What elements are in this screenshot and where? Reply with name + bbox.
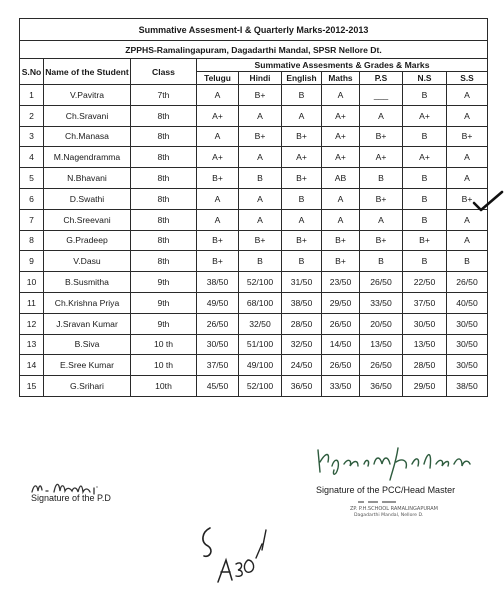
class-cell: 9th [131,272,197,293]
grade-cell: B+ [360,230,403,251]
grade-cell: A [239,147,282,168]
grade-cell: A [322,85,360,106]
class-cell: 8th [131,230,197,251]
class-cell: 9th [131,292,197,313]
grade-cell: A [239,209,282,230]
grade-cell: 26/50 [447,272,488,293]
grade-cell: 30/50 [447,313,488,334]
grade-cell: 49/100 [239,355,282,376]
student-name-cell: N.Bhavani [44,168,131,189]
grade-cell: A [282,105,322,126]
document-title: Summative Assesment-I & Quarterly Marks-2012-2013 [20,19,488,41]
svg-text:Dagadarthi Mandal, Nellore D.: Dagadarthi Mandal, Nellore D. [354,513,424,518]
grade-cell: 13/50 [360,334,403,355]
subject-header: English [282,72,322,85]
grade-cell: A [197,126,239,147]
grade-cell: B+ [360,188,403,209]
grade-cell: 30/50 [197,334,239,355]
subject-header: S.S [447,72,488,85]
grade-cell: B [282,251,322,272]
serial-number-cell: 12 [20,313,44,334]
grade-cell: 23/50 [322,272,360,293]
table-row [20,188,488,209]
grade-cell: B [403,188,447,209]
grade-cell: 40/50 [447,292,488,313]
student-name-cell: V.Dasu [44,251,131,272]
grade-cell: 20/50 [360,313,403,334]
table-row [20,105,488,126]
table-row [20,147,488,168]
grade-cell: A [360,209,403,230]
serial-number-cell: 1 [20,85,44,106]
grade-cell: 52/100 [239,272,282,293]
grade-cell: 29/50 [403,376,447,397]
serial-number-cell: 13 [20,334,44,355]
svg-text:ZP. P.H.SCHOOL RAMALINGAPURAM: ZP. P.H.SCHOOL RAMALINGAPURAM [350,506,439,512]
subject-header: Hindi [239,72,282,85]
initials-handwriting [196,520,276,590]
header-group: Summative Assesments & Grades & Marks [197,59,488,72]
grade-cell: 26/50 [360,272,403,293]
grade-cell: 28/50 [403,355,447,376]
class-cell: 8th [131,188,197,209]
grade-cell: 26/50 [360,355,403,376]
subject-header: Maths [322,72,360,85]
grade-cell: 31/50 [282,272,322,293]
student-name-cell: D.Swathi [44,188,131,209]
school-name: ZPPHS-Ramalingapuram, Dagadarthi Mandal, SPSR Nellore Dt. [20,41,488,59]
student-name-cell: J.Sravan Kumar [44,313,131,334]
table-row [20,85,488,106]
student-name-cell: Ch.Sreevani [44,209,131,230]
grade-cell: A+ [197,105,239,126]
grade-cell: B [282,188,322,209]
grade-cell: B [239,251,282,272]
student-name-cell: V.Pavitra [44,85,131,106]
grade-cell: A [360,105,403,126]
grade-cell: 24/50 [282,355,322,376]
grade-cell: 30/50 [447,355,488,376]
grade-cell: B+ [322,230,360,251]
class-cell: 10th [131,376,197,397]
grade-cell: A [282,209,322,230]
grade-cell: 26/50 [322,355,360,376]
class-cell: 8th [131,147,197,168]
serial-number-cell: 6 [20,188,44,209]
grade-cell: 30/50 [403,313,447,334]
grade-cell: B+ [403,230,447,251]
grade-cell: B+ [197,230,239,251]
grade-cell: B+ [360,126,403,147]
grade-cell: 14/50 [322,334,360,355]
grade-cell: A [447,168,488,189]
grade-cell: ___ [360,85,403,106]
grade-cell: 28/50 [282,313,322,334]
grade-cell: A+ [282,147,322,168]
table-row [20,230,488,251]
grade-cell: A [447,85,488,106]
table-row [20,209,488,230]
grade-cell: B [403,168,447,189]
grade-cell: 37/50 [403,292,447,313]
grade-cell: 32/50 [282,334,322,355]
grade-cell: 49/50 [197,292,239,313]
grade-cell: A+ [403,147,447,168]
table-row [20,251,488,272]
table-row [20,376,488,397]
grade-cell: 33/50 [360,292,403,313]
grade-cell: A [197,85,239,106]
student-name-cell: B.Siva [44,334,131,355]
table-row [20,126,488,147]
grade-cell: B+ [322,251,360,272]
class-cell: 8th [131,105,197,126]
grade-cell: A [447,230,488,251]
grade-cell: 68/100 [239,292,282,313]
subject-header: P.S [360,72,403,85]
grade-cell: 38/50 [447,376,488,397]
student-name-cell: G.Pradeep [44,230,131,251]
serial-number-cell: 14 [20,355,44,376]
grade-cell: B+ [239,85,282,106]
student-name-cell: Ch.Sravani [44,105,131,126]
grade-cell: 36/50 [360,376,403,397]
grade-cell: B+ [239,230,282,251]
table-row [20,292,488,313]
serial-number-cell: 4 [20,147,44,168]
grade-cell: 51/100 [239,334,282,355]
serial-number-cell: 5 [20,168,44,189]
serial-number-cell: 3 [20,126,44,147]
grade-cell: B [360,168,403,189]
student-name-cell: Ch.Manasa [44,126,131,147]
class-cell: 10 th [131,334,197,355]
header-sno: S.No [20,59,44,85]
grade-cell: B+ [197,251,239,272]
grade-cell: 29/50 [322,292,360,313]
grade-cell: A [197,209,239,230]
table-row [20,168,488,189]
serial-number-cell: 11 [20,292,44,313]
subject-header: N.S [403,72,447,85]
student-name-cell: M.Nagendramma [44,147,131,168]
serial-number-cell: 10 [20,272,44,293]
grade-cell: B [239,168,282,189]
marks-table-body [20,85,488,397]
grade-cell: B+ [282,230,322,251]
grade-cell: AB [322,168,360,189]
class-cell: 8th [131,126,197,147]
grade-cell: 37/50 [197,355,239,376]
serial-number-cell: 15 [20,376,44,397]
class-cell: 10 th [131,355,197,376]
header-name: Name of the Student [44,59,131,85]
grade-cell: A [322,188,360,209]
table-row [20,272,488,293]
student-name-cell: Ch.Krishna Priya [44,292,131,313]
grade-cell: A [447,209,488,230]
student-name-cell: G.Srihari [44,376,131,397]
grade-cell: B+ [447,126,488,147]
grade-cell: B+ [447,188,488,209]
hm-signature-label: Signature of the PCC/Head Master [316,485,456,495]
grade-cell: B [360,251,403,272]
class-cell: 8th [131,168,197,189]
grade-cell: A [447,105,488,126]
grade-cell: 30/50 [447,334,488,355]
header-class: Class [131,59,197,85]
grade-cell: A+ [197,147,239,168]
grade-cell: B+ [197,168,239,189]
grade-cell: B+ [282,126,322,147]
class-cell: 9th [131,313,197,334]
class-cell: 8th [131,209,197,230]
grade-cell: A+ [322,147,360,168]
grade-cell: A [447,147,488,168]
table-row [20,355,488,376]
grade-cell: A [239,105,282,126]
grade-cell: 33/50 [322,376,360,397]
grade-cell: B [403,251,447,272]
serial-number-cell: 8 [20,230,44,251]
table-row [20,334,488,355]
pd-signature-label: Signature of the P.D [31,493,111,503]
grade-cell: A+ [322,105,360,126]
office-stamp [340,499,490,519]
grade-cell: A [322,209,360,230]
grade-cell: B [403,126,447,147]
grade-cell: 52/100 [239,376,282,397]
grade-cell: A+ [403,105,447,126]
hm-signature-handwriting [312,442,472,486]
grade-cell: 45/50 [197,376,239,397]
grade-cell: 13/50 [403,334,447,355]
grade-cell: 26/50 [197,313,239,334]
grade-cell: B [403,85,447,106]
grade-cell: A+ [360,147,403,168]
tick-mark-icon [472,188,504,214]
grade-cell: 36/50 [282,376,322,397]
grade-cell: B [447,251,488,272]
grade-cell: B+ [282,168,322,189]
grade-cell: A [239,188,282,209]
grade-cell: 32/50 [239,313,282,334]
serial-number-cell: 2 [20,105,44,126]
marks-table [19,18,488,397]
subject-header: Telugu [197,72,239,85]
grade-cell: A+ [322,126,360,147]
grade-cell: 38/50 [282,292,322,313]
grade-cell: B+ [239,126,282,147]
student-name-cell: E.Sree Kumar [44,355,131,376]
grade-cell: B [403,209,447,230]
grade-cell: B [282,85,322,106]
serial-number-cell: 9 [20,251,44,272]
grade-cell: 22/50 [403,272,447,293]
grade-cell: A [197,188,239,209]
class-cell: 7th [131,85,197,106]
class-cell: 8th [131,251,197,272]
grade-cell: 38/50 [197,272,239,293]
serial-number-cell: 7 [20,209,44,230]
table-row [20,313,488,334]
grade-cell: 26/50 [322,313,360,334]
student-name-cell: B.Susmitha [44,272,131,293]
